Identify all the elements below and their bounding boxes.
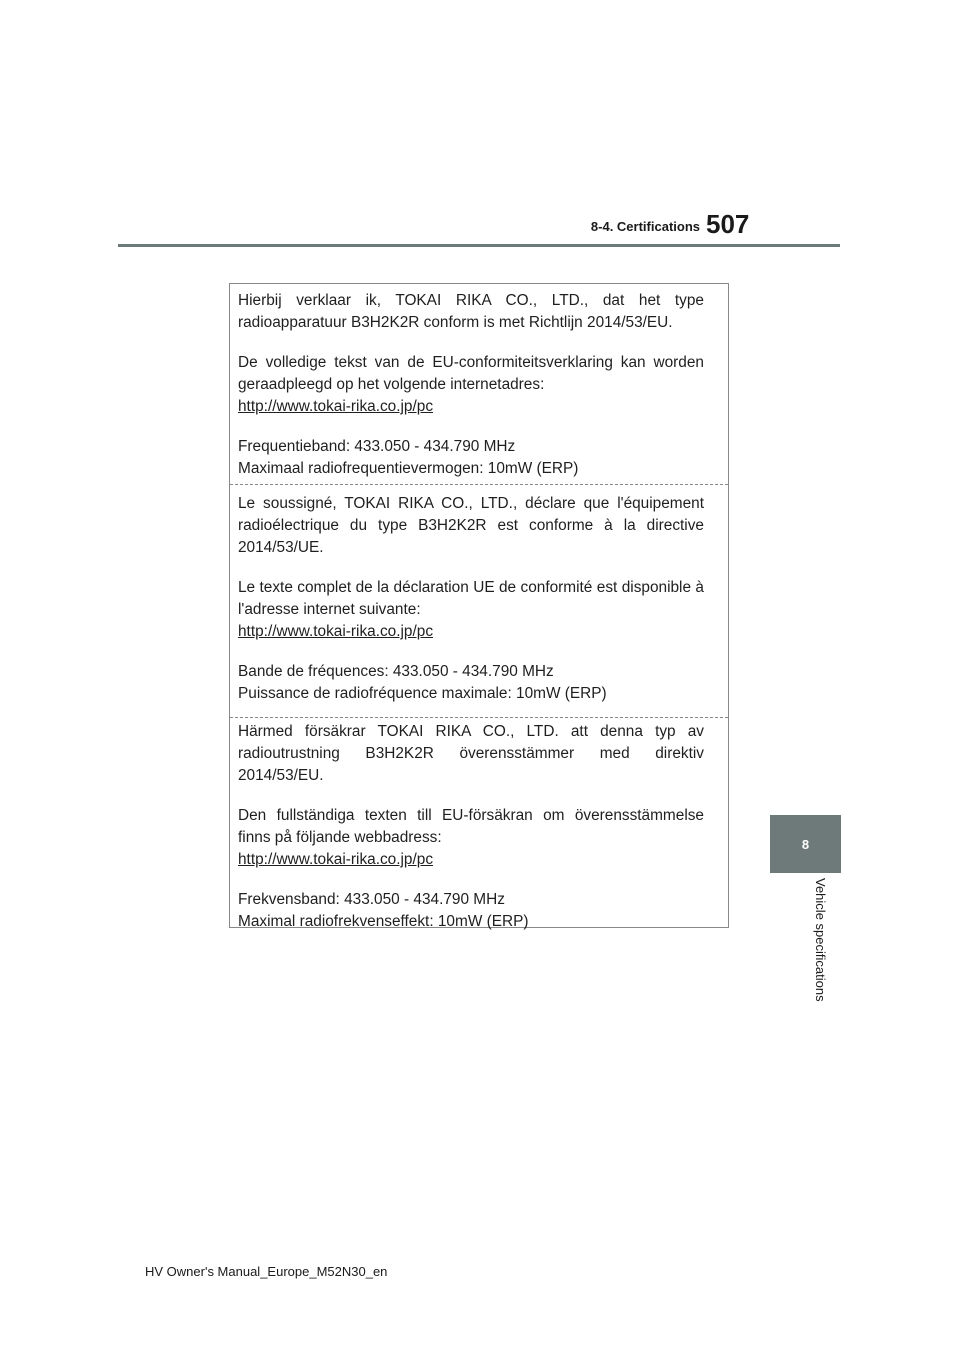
certificate-link[interactable]: http://www.tokai-rika.co.jp/pc (238, 851, 434, 868)
full-text-intro: Den fullständiga texten till EU-försäkran om överensstämmelse finns på följande webbadress: http://www.tokai-rika.co.jp/pc (238, 807, 704, 868)
frequency-band: Frekvensband: 433.050 - 434.790 MHz (238, 891, 505, 908)
radio-specs (238, 436, 704, 480)
certificate-swedish (238, 721, 704, 933)
max-power: Maximaal radiofrequentievermogen: 10mW (ERP) (238, 460, 579, 477)
page-number: 507 (706, 209, 750, 239)
section-title: 8-4. Certifications (590, 219, 700, 234)
radio-specs (238, 889, 704, 933)
radio-specs (238, 661, 704, 705)
certificate-french (238, 493, 704, 705)
certificate-box (229, 283, 729, 928)
full-text-intro: Le texte complet de la déclaration UE de conformité est disponible à l'adresse internet suivante: http://www.tokai-rika.co.jp/pc (238, 579, 704, 640)
chapter-title: Vehicle specifications (813, 878, 828, 1002)
frequency-band: Frequentieband: 433.050 - 434.790 MHz (238, 438, 516, 455)
declaration-text: Le soussigné, TOKAI RIKA CO., LTD., déclare que l'équipement radioélectrique du type B3H2K2R est conforme à la directive 2014/53/UE. (238, 495, 704, 556)
section-divider (230, 484, 728, 485)
section-divider (230, 717, 728, 718)
max-power: Puissance de radiofréquence maximale: 10mW (ERP) (238, 685, 607, 702)
chapter-tab[interactable] (770, 815, 841, 873)
full-text-intro: De volledige tekst van de EU-conformiteitsverklaring kan worden geraadpleegd op het volgende internetadres: http://www.tokai-rika.co.jp/pc (238, 354, 704, 415)
certificate-link[interactable]: http://www.tokai-rika.co.jp/pc (238, 623, 434, 640)
footer-text: HV Owner's Manual_Europe_M52N30_en (145, 1264, 388, 1279)
certificate-link[interactable]: http://www.tokai-rika.co.jp/pc (238, 398, 434, 415)
frequency-band: Bande de fréquences: 433.050 - 434.790 MHz (238, 663, 554, 680)
certificate-dutch (238, 290, 704, 480)
chapter-number: 8 (801, 836, 810, 852)
header-divider (118, 244, 840, 247)
declaration-text: Hierbij verklaar ik, TOKAI RIKA CO., LTD., dat het type radioapparatuur B3H2K2R conform is met Richtlijn 2014/53/EU. (238, 292, 704, 331)
max-power: Maximal radiofrekvenseffekt: 10mW (ERP) (238, 913, 529, 930)
declaration-text: Härmed försäkrar TOKAI RIKA CO., LTD. att denna typ av radioutrustning B3H2K2R överensstämmer med direktiv 2014/53/EU. (238, 723, 704, 784)
